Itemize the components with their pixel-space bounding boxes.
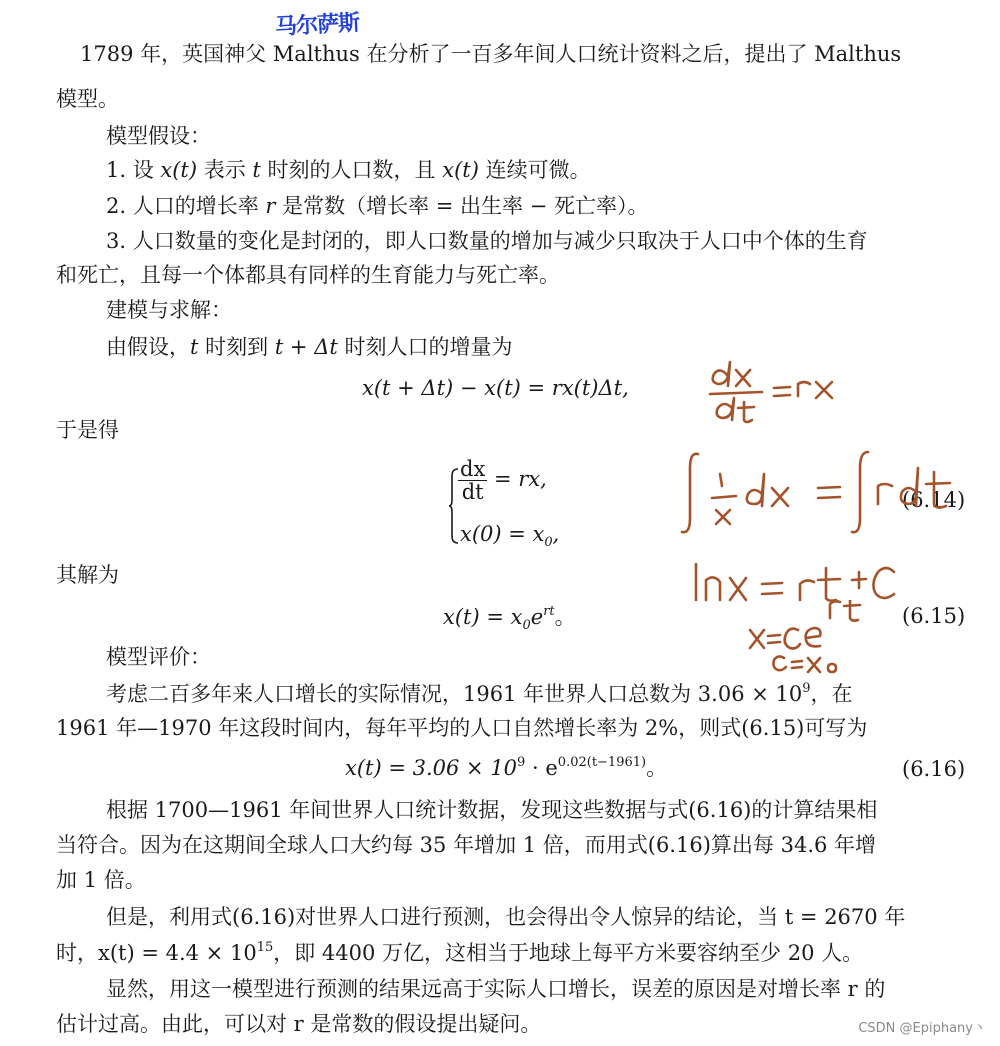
assumption-1-mid: 表示 — [197, 158, 253, 182]
sol-e: e — [530, 605, 544, 629]
sol-end: 。 — [554, 605, 576, 629]
ode-equation — [458, 458, 547, 503]
text-qijiewei: 其解为 — [56, 563, 119, 587]
eval-line-1 — [106, 681, 853, 707]
assumption-1-mid2: 时刻的人口数，且 — [260, 158, 443, 182]
assumption-1-post: 连续可微。 — [478, 158, 591, 182]
handwritten-ode-icon — [700, 360, 860, 430]
equation-number-615: (6.15) — [902, 604, 966, 628]
assumption-1 — [106, 158, 591, 183]
assumption-2 — [106, 194, 649, 219]
handwritten-integral-icon — [680, 448, 960, 538]
symbol-t-plus-dt: t + Δt — [274, 335, 338, 359]
pred-mid: · e — [525, 756, 558, 780]
sol-sub: 0 — [522, 618, 531, 633]
ode-denominator: dt — [461, 480, 484, 505]
data-line-2: 当符合。因为在这期间全球人口大约每 35 年增加 1 倍，而用式(6.16)算出每 34.6 年增 — [56, 833, 877, 857]
dan-line-2-post: ，即 4400 万亿，这相当于地球上每平方米要容纳至少 20 人。 — [273, 941, 864, 965]
conclusion-line-2: 估计过高。由此，可以对 r 是常数的假设提出疑问。 — [56, 1012, 542, 1036]
modeling-line-1-mid: 时刻到 — [198, 335, 275, 359]
sol-exp: rt — [543, 604, 555, 619]
eval-line-2: 1961 年—1970 年这段时间内，每年平均的人口自然增长率为 2%，则式(6.15)可写为 — [56, 716, 868, 740]
equation-solution — [443, 604, 576, 634]
symbol-t: t — [252, 158, 261, 182]
symbol-t-2: t — [190, 335, 199, 359]
ode-fraction — [458, 458, 487, 503]
symbol-xt-2: x(t) — [442, 158, 479, 182]
dan-line-2-pre: 时，x(t) = 4.4 × 10 — [56, 941, 257, 965]
handwritten-note-malthus: 马尔萨斯 — [274, 10, 360, 41]
ode-numerator: dx — [460, 457, 486, 481]
conclusion-line-1: 显然，用这一模型进行预测的结果远高于实际人口增长，误差的原因是对增长率 r 的 — [106, 977, 886, 1001]
pred-end: 。 — [646, 756, 668, 780]
symbol-xt: x(t) — [160, 158, 198, 182]
data-line-1: 根据 1700—1961 年间世界人口统计数据，发现这些数据与式(6.16)的计算结果相 — [106, 798, 878, 822]
ode-initial-condition — [460, 522, 559, 551]
ode-rhs: = rx, — [487, 467, 547, 492]
dan-line-1: 但是，利用式(6.16)对世界人口进行预测，也会得出令人惊异的结论，当 t = 2670 年 — [106, 905, 906, 929]
assumption-2-pre: 2. 人口的增长率 — [106, 194, 266, 218]
eval-line-1-exp: 9 — [802, 681, 811, 696]
para-line-1: 1789 年，英国神父 Malthus 在分析了一百多年间人口统计资料之后，提出了 Malthus — [80, 42, 902, 66]
ode-init-text: x(0) = x — [460, 522, 545, 546]
data-line-3: 加 1 倍。 — [56, 868, 146, 892]
pred-pre: x(t) = 3.06 × 10 — [345, 756, 518, 780]
equation-increment: x(t + Δt) − x(t) = rx(t)Δt, — [362, 376, 629, 400]
ode-init-sub: 0 — [544, 535, 553, 550]
assumption-3-line-2: 和死亡，且每一个体都具有同样的生育能力与死亡率。 — [56, 263, 560, 287]
heading-model-assumptions: 模型假设： — [106, 124, 211, 148]
modeling-line-1-pre: 由假设， — [106, 335, 190, 359]
heading-model-evaluation: 模型评价： — [106, 645, 211, 669]
handwritten-exp-icon — [748, 600, 878, 680]
dan-line-2-exp: 15 — [256, 940, 274, 955]
pred-exp9: 9 — [517, 755, 526, 770]
ode-init-end: , — [552, 522, 560, 546]
eval-line-1-text: 考虑二百多年来人口增长的实际情况，1961 年世界人口总数为 3.06 × 10 — [106, 682, 803, 706]
sol-text: x(t) = x — [443, 605, 523, 629]
assumption-1-pre: 1. 设 — [106, 158, 161, 182]
watermark: CSDN @Epiphany丶 — [858, 1021, 986, 1036]
assumption-3-line-1: 3. 人口数量的变化是封闭的，即人口数量的增加与减少只取决于人口中个体的生育 — [106, 229, 868, 253]
equation-number-616: (6.16) — [902, 757, 966, 781]
text-yushide: 于是得 — [56, 418, 119, 442]
equation-prediction — [345, 755, 667, 781]
symbol-r: r — [265, 194, 276, 218]
eval-line-1-post: ，在 — [810, 682, 853, 706]
equation-number-614: (6.14) — [902, 488, 966, 512]
para-line-2: 模型。 — [56, 87, 119, 111]
heading-modeling-solution: 建模与求解： — [106, 298, 232, 322]
modeling-line-1 — [106, 335, 513, 360]
dan-line-2 — [56, 940, 863, 966]
assumption-2-post: 是常数（增长率 = 出生率 − 死亡率）。 — [275, 194, 649, 218]
modeling-line-1-post: 时刻人口的增量为 — [337, 335, 513, 359]
pred-exp: 0.02(t−1961) — [557, 755, 647, 770]
